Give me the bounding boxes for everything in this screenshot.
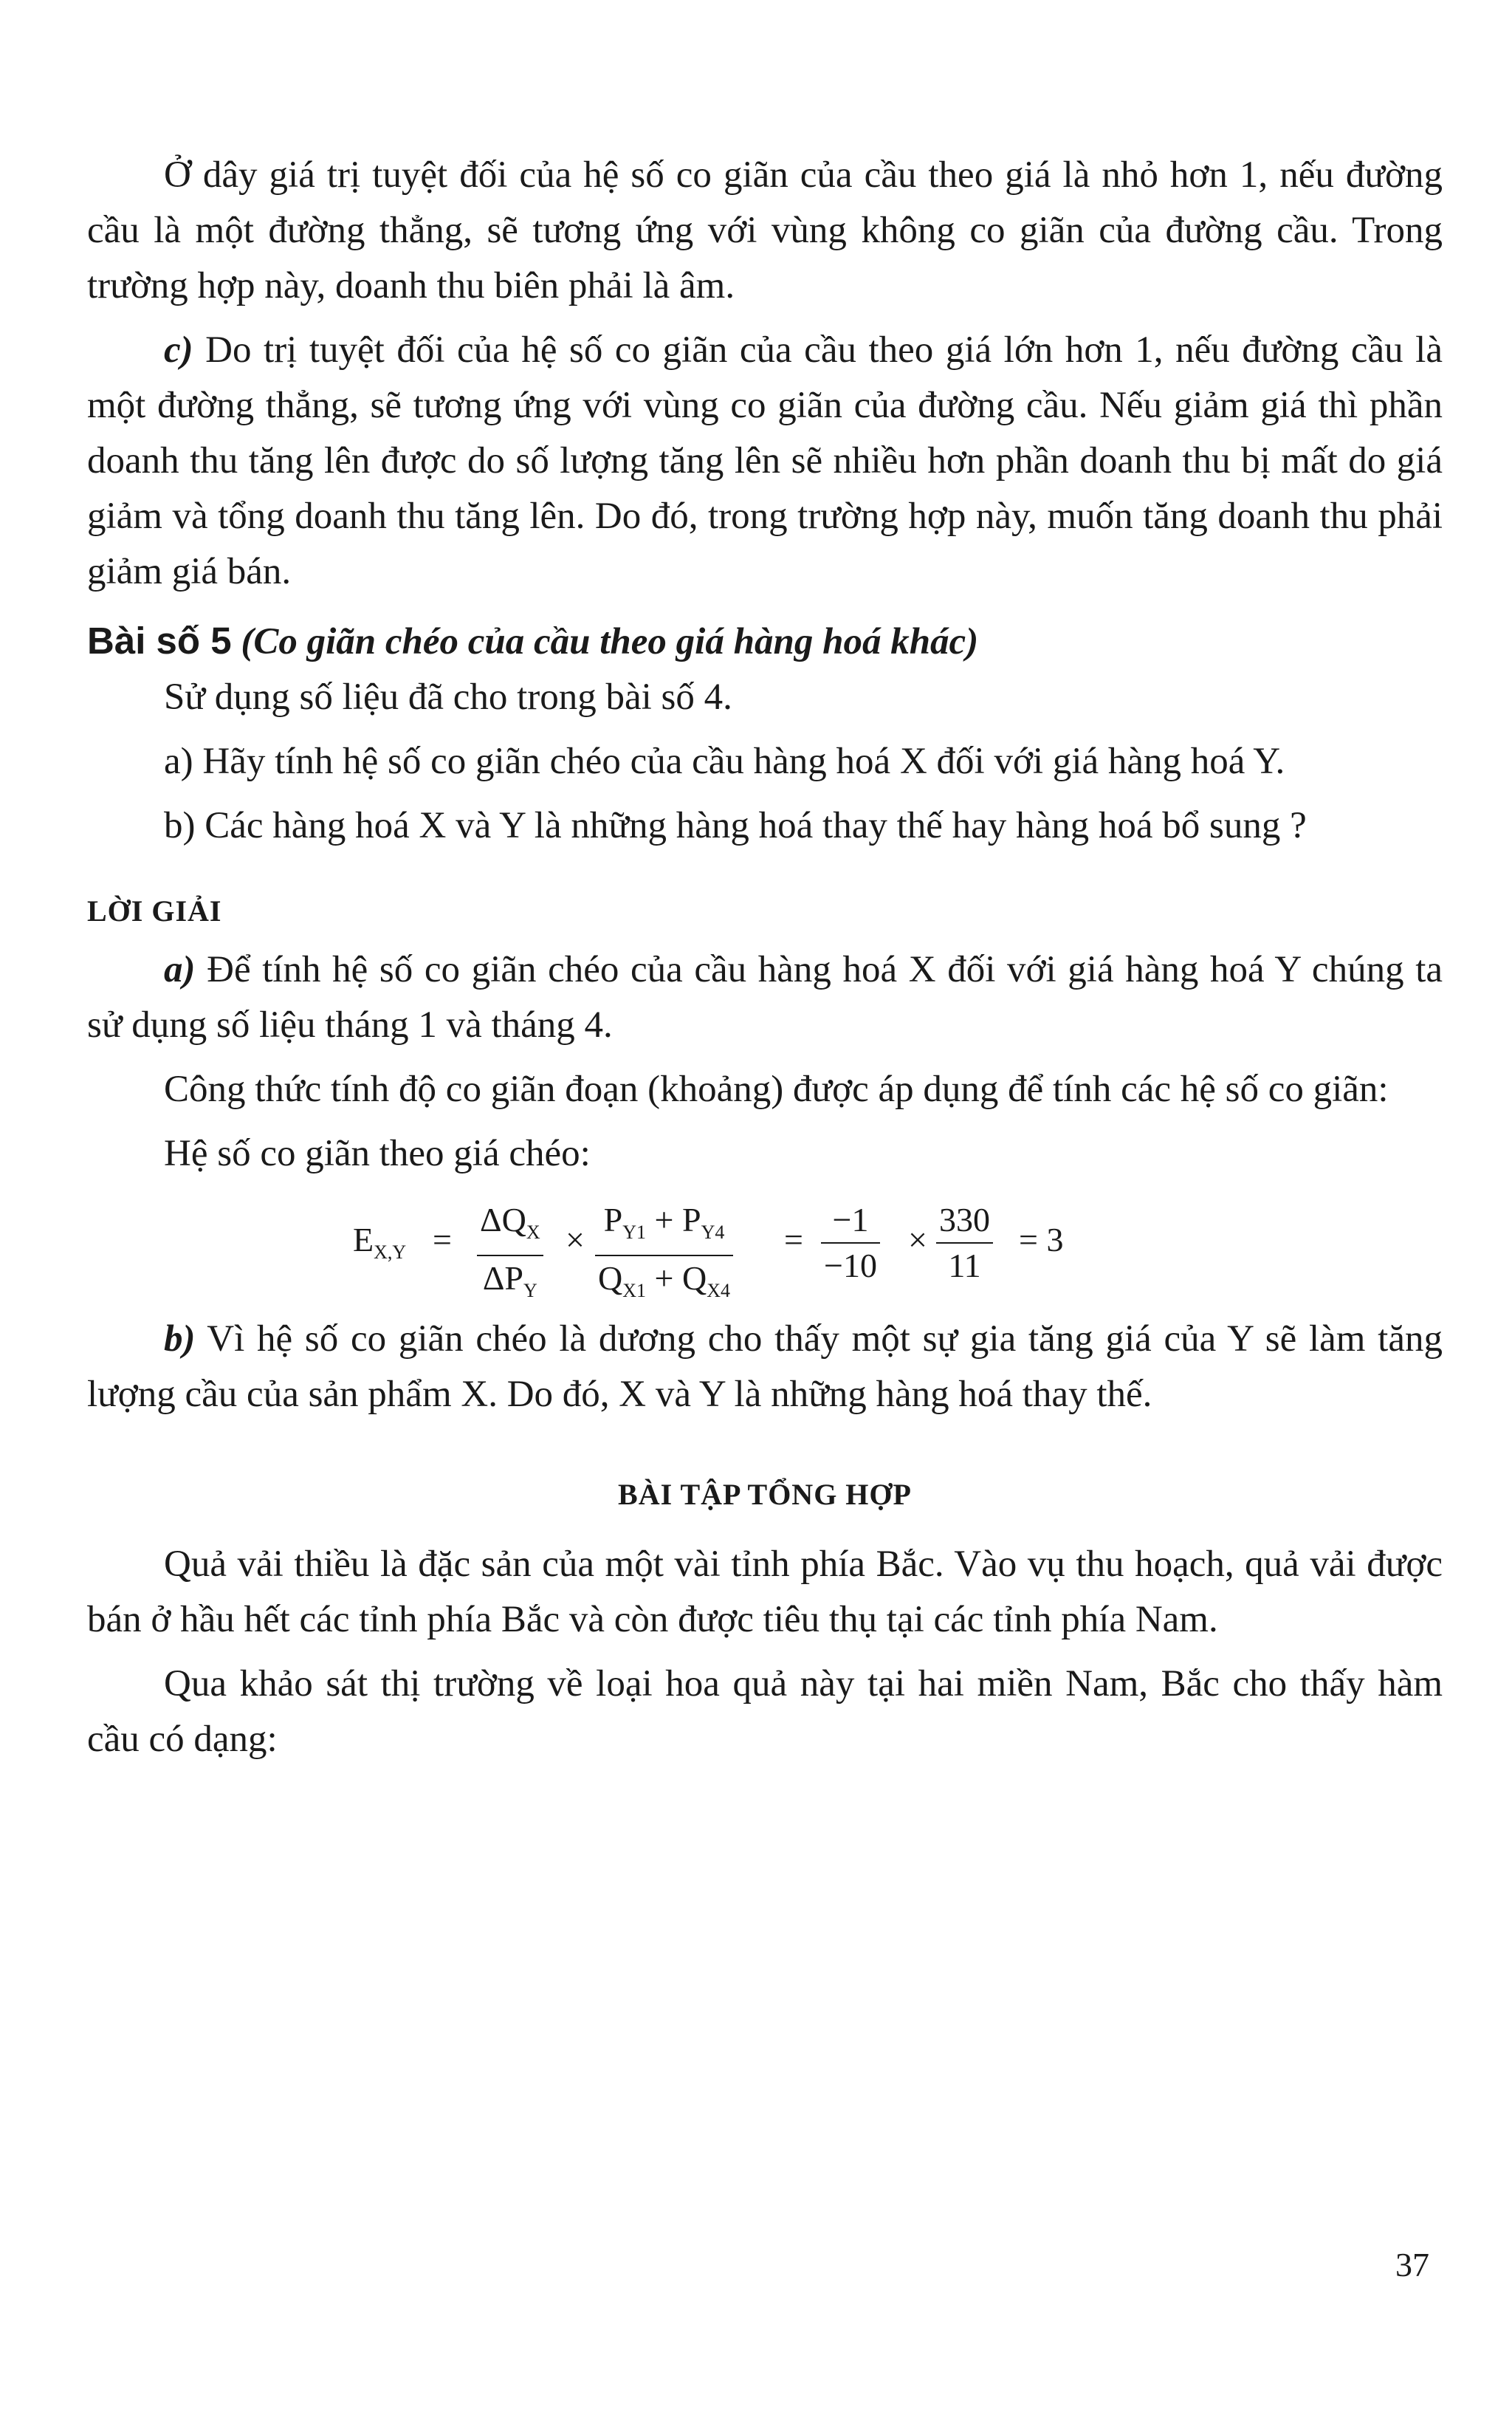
formula-result: = 3 [1019,1221,1064,1258]
solution-b-text: Vì hệ số co giãn chéo là dương cho thấy một sự gia tăng giá của Y sẽ làm tăng lượng cầu của sản phẩm X. Do đó, X và Y là những hàng hoá thay thế. [87,1318,1443,1415]
solution-b-label: b) [164,1318,196,1360]
item-c-text: Do trị tuyệt đối của hệ số co giãn của cầu theo giá lớn hơn 1, nếu đường cầu là một đường thẳng, sẽ tương ứng với vùng co giãn của đường cầu. Nếu giảm giá thì phần doanh thu tăng lên được do số lượng tăng lên sẽ nhiều hơn phần doanh thu bị mất do giá giảm và tổng doanh thu tăng lên. Do đó, trong trường hợp này, muốn tăng doanh thu phải giảm giá bán. [87,329,1443,592]
formula-times-1: × [566,1221,585,1258]
exercise-question-a: a) Hãy tính hệ số co giãn chéo của cầu hàng hoá X đối với giá hàng hoá Y. [164,741,1285,782]
formula-equals-1: = [433,1221,452,1258]
solution-a-label: a) [164,949,196,990]
cross-elasticity-formula [87,1186,1443,1312]
exercise-question-b: b) Các hàng hoá X và Y là những hàng hoá thay thế hay hàng hoá bổ sung ? [164,805,1307,846]
fraction-p-over-q: $\frac{P_{Y1} + P_{Y4}}{Q_{X1} + Q_{X4}}$ [595,1198,733,1313]
cross-elasticity-label: Hệ số co giãn theo giá chéo: [164,1133,591,1174]
item-c-label: c) [164,329,193,371]
formula-lhs: $E_{X,Y}$ [353,1221,407,1264]
formula-intro: Công thức tính độ co giãn đoạn (khoảng) được áp dụng để tính các hệ số co giãn: [164,1069,1389,1110]
summary-exercise-title: BÀI TẬP TỔNG HỢP [618,1478,912,1511]
page-content [87,148,1443,1767]
exercise-heading [87,613,1443,670]
solution-a-text: Để tính hệ số co giãn chéo của cầu hàng hoá X đối với giá hàng hoá Y chúng ta sử dụng số liệu tháng 1 và tháng 4. [87,949,1443,1046]
solution-a [87,942,1443,1053]
summary-paragraph-1: Quả vải thiều là đặc sản của một vài tỉnh phía Bắc. Vào vụ thu hoạch, quả vải được bán ở hầu hết các tỉnh phía Bắc và còn được tiêu thụ tại các tỉnh phía Nam. [87,1544,1443,1640]
exercise-intro: Sử dụng số liệu đã cho trong bài số 4. [164,676,732,718]
exercise-label: Bài số 5 [87,620,232,662]
exercise-title: (Co giãn chéo của cầu theo giá hàng hoá khác) [241,621,979,662]
paragraph-item-c [87,323,1443,600]
fraction-dq-dp: $\Delta Q_X$ $\Delta P_Y$ [477,1198,543,1313]
fraction-330-11: $\frac{330}{11}$ [936,1198,993,1288]
paragraph-inelastic: Ở dây giá trị tuyệt đối của hệ số co giãn của cầu theo giá là nhỏ hơn 1, nếu đường cầu là một đường thẳng, sẽ tương ứng với vùng không co giãn của đường cầu. Trong trường hợp này, doanh thu biên phải là âm. [87,154,1443,306]
formula-equals-2: = [784,1221,803,1258]
summary-paragraph-2: Qua khảo sát thị trường về loại hoa quả này tại hai miền Nam, Bắc cho thấy hàm cầu có dạng: [87,1663,1443,1760]
fraction-minus1-minus10: $\frac{-1}{-10}$ [821,1198,880,1288]
page-number: 37 [1395,2246,1429,2283]
solution-b [87,1312,1443,1422]
formula-times-2: × [908,1221,927,1258]
solution-heading: LỜI GIẢI [87,894,222,928]
